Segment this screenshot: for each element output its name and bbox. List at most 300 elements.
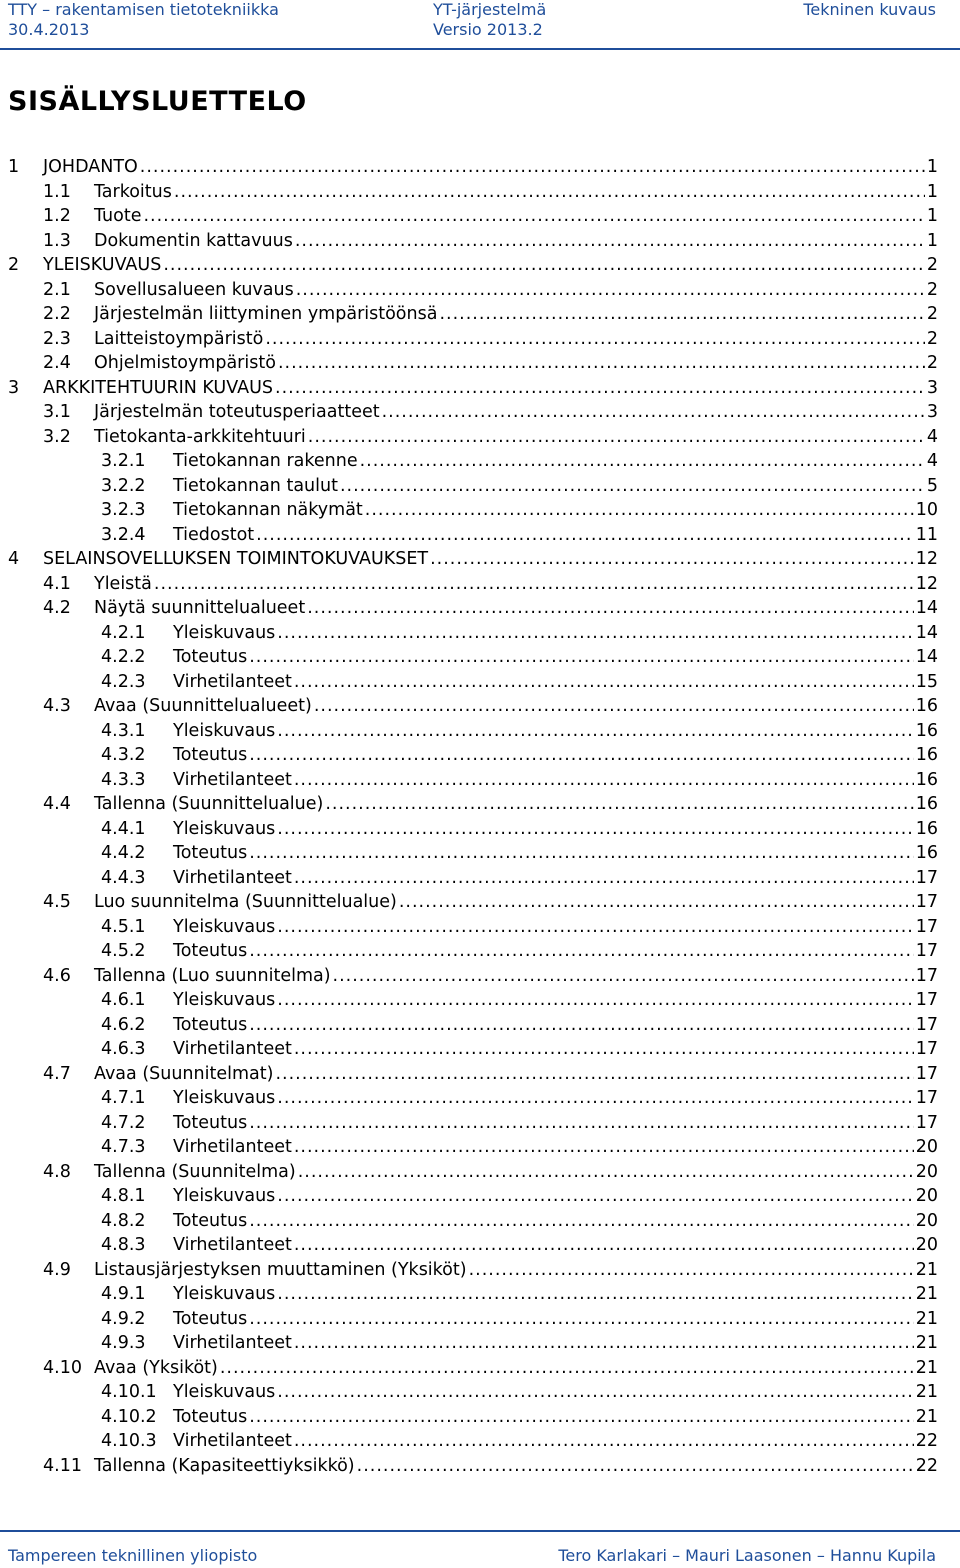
toc-entry-title: Toteutus: [173, 843, 248, 863]
toc-entry-page: 17: [915, 990, 938, 1010]
toc-entry-line: [101, 719, 938, 744]
toc-entry[interactable]: [0, 719, 960, 744]
toc-dot-leader: [249, 841, 914, 866]
toc-dot-leader: [220, 1356, 914, 1381]
toc-entry-page: 1: [926, 206, 938, 226]
toc-entry-line: [8, 547, 938, 572]
toc-entry[interactable]: [0, 1184, 960, 1209]
toc-entry-page: 21: [915, 1333, 938, 1353]
toc-entry-title: Tietokannan näkymät: [173, 500, 363, 520]
toc-entry-number: 4.6.1: [101, 990, 146, 1010]
toc-entry[interactable]: [0, 1258, 960, 1283]
toc-entry-line: [101, 449, 938, 474]
toc-entry-number: 3.2: [43, 426, 71, 447]
toc-entry-line: [43, 1160, 938, 1185]
toc-entry-line: [101, 1209, 938, 1234]
toc-dot-leader: [277, 915, 913, 940]
toc-entry-page: 21: [915, 1284, 938, 1304]
toc-entry-page: 17: [915, 941, 938, 961]
toc-entry[interactable]: [0, 743, 960, 768]
footer-rule: [0, 1530, 960, 1532]
toc-entry-page: 1: [926, 157, 938, 177]
footer-authors: Tero Karlakari – Mauri Laasonen – Hannu Kupila: [558, 1546, 936, 1565]
toc-entry-page: 2: [926, 255, 938, 275]
toc-dot-leader: [277, 1086, 913, 1111]
toc-entry-page: 1: [926, 230, 938, 251]
toc-entry[interactable]: [0, 155, 960, 180]
toc-entry[interactable]: [0, 253, 960, 278]
toc-entry-number: 4.6.2: [101, 1014, 146, 1035]
toc-entry-title: Toteutus: [173, 745, 248, 765]
toc-dot-leader: [277, 817, 913, 842]
toc-dot-leader: [439, 302, 924, 327]
toc-entry-page: 20: [915, 1186, 938, 1206]
toc-entry[interactable]: [0, 1086, 960, 1111]
toc-entry[interactable]: [0, 621, 960, 646]
toc-entry-number: 2.4: [43, 353, 71, 373]
toc-entry-page: 17: [915, 1014, 938, 1035]
toc-entry-line: [101, 523, 938, 548]
toc-entry-line: [43, 425, 938, 450]
toc-entry-page: 16: [915, 843, 938, 863]
toc-entry[interactable]: [0, 376, 960, 401]
toc-entry-page: 2: [926, 304, 938, 324]
toc-entry-number: 4.8: [43, 1161, 71, 1182]
toc-entry-title: SELAINSOVELLUKSEN TOIMINTOKUVAUKSET: [43, 549, 429, 569]
toc-entry-title: Virhetilanteet: [173, 867, 292, 888]
toc-entry[interactable]: [0, 498, 960, 523]
toc-entry[interactable]: [0, 890, 960, 915]
toc-entry-page: 21: [915, 1382, 938, 1402]
toc-entry-line: [43, 1454, 938, 1479]
toc-entry[interactable]: [0, 302, 960, 327]
toc-entry-title: Luo suunnitelma (Suunnittelualue): [94, 892, 397, 912]
toc-entry-number: 3.2.4: [101, 524, 146, 545]
toc-entry-number: 2: [8, 255, 20, 275]
toc-entry-number: 1.2: [43, 206, 71, 226]
toc-entry-line: [101, 645, 938, 670]
toc-entry-line: [101, 988, 938, 1013]
toc-dot-leader: [140, 155, 925, 180]
header-version: Versio 2013.2: [433, 20, 543, 39]
toc-entry-number: 4.8.2: [101, 1210, 146, 1231]
toc-entry-title: Näytä suunnittelualueet: [94, 598, 306, 618]
toc-entry-number: 4.5: [43, 892, 71, 912]
toc-dot-leader: [294, 670, 914, 695]
toc-dot-leader: [325, 792, 913, 817]
toc-entry-page: 21: [915, 1357, 938, 1378]
toc-entry-number: 3.2.1: [101, 451, 146, 471]
toc-title: SISÄLLYSLUETTELO: [8, 86, 307, 117]
toc-entry-page: 22: [915, 1431, 938, 1451]
toc-entry-number: 4.11: [43, 1455, 82, 1476]
toc-entry-line: [101, 1282, 938, 1307]
toc-entry-number: 4.7: [43, 1063, 71, 1084]
toc-entry-number: 4.7.2: [101, 1112, 146, 1133]
toc-entry-line: [43, 351, 938, 376]
toc-entry-page: 4: [926, 451, 938, 471]
toc-entry-number: 3: [8, 377, 20, 398]
toc-entry[interactable]: [0, 351, 960, 376]
toc-entry-title: Toteutus: [173, 1308, 248, 1329]
toc-entry-line: [43, 400, 938, 425]
toc-entry[interactable]: [0, 1282, 960, 1307]
toc-entry-line: [101, 1233, 938, 1258]
toc-entry-page: 21: [915, 1308, 938, 1329]
toc-entry-title: Yleiskuvaus: [173, 622, 276, 643]
toc-entry-title: Laitteistoympäristö: [94, 328, 264, 349]
toc-dot-leader: [249, 1307, 914, 1332]
toc-entry-number: 4.9.3: [101, 1333, 146, 1353]
toc-entry[interactable]: [0, 547, 960, 572]
toc-entry-line: [101, 1135, 938, 1160]
toc-entry-title: Tuote: [94, 206, 142, 226]
toc-entry-number: 4.7.1: [101, 1088, 146, 1108]
toc-entry-number: 4.3.1: [101, 720, 146, 741]
toc-dot-leader: [278, 351, 925, 376]
toc-entry-page: 4: [926, 426, 938, 447]
toc-dot-leader: [277, 1184, 913, 1209]
toc-dot-leader: [265, 327, 925, 352]
toc-entry-page: 2: [926, 353, 938, 373]
toc-entry-number: 1.1: [43, 181, 71, 202]
toc-entry[interactable]: [0, 866, 960, 891]
toc-entry[interactable]: [0, 988, 960, 1013]
toc-entry[interactable]: [0, 180, 960, 205]
toc-entry[interactable]: [0, 792, 960, 817]
toc-entry-line: [43, 964, 938, 989]
toc-entry-number: 4.8.1: [101, 1186, 146, 1206]
toc-entry-line: [43, 229, 938, 254]
toc-entry-page: 3: [926, 402, 938, 422]
toc-entry-line: [43, 792, 938, 817]
toc-entry-page: 12: [915, 573, 938, 594]
toc-entry-line: [101, 768, 938, 793]
toc-entry[interactable]: [0, 596, 960, 621]
header-rule: [0, 48, 960, 50]
toc-dot-leader: [399, 890, 914, 915]
toc-dot-leader: [174, 180, 925, 205]
toc-entry-page: 16: [915, 696, 938, 716]
toc-dot-leader: [357, 1454, 914, 1479]
header-system: YT-järjestelmä: [433, 0, 547, 19]
toc-dot-leader: [294, 768, 914, 793]
toc-entry[interactable]: [0, 1380, 960, 1405]
toc-entry-title: Sovellusalueen kuvaus: [94, 279, 294, 300]
toc-entry-number: 2.1: [43, 279, 71, 300]
toc-entry-line: [43, 204, 938, 229]
toc-entry-title: Virhetilanteet: [173, 671, 292, 692]
toc-entry[interactable]: [0, 1429, 960, 1454]
toc-entry-number: 4.10.1: [101, 1382, 157, 1402]
toc-dot-leader: [365, 498, 914, 523]
toc-entry[interactable]: [0, 768, 960, 793]
toc-entry-number: 4.10: [43, 1357, 82, 1378]
toc-entry-number: 4.3: [43, 696, 71, 716]
toc-dot-leader: [143, 204, 924, 229]
toc-entry-number: 4.3.2: [101, 745, 146, 765]
toc-entry-page: 17: [915, 892, 938, 912]
toc-entry-page: 22: [915, 1455, 938, 1476]
toc-entry[interactable]: [0, 474, 960, 499]
toc-entry[interactable]: [0, 1037, 960, 1062]
toc-entry-title: Tallenna (Suunnittelualue): [94, 794, 324, 814]
toc-entry-page: 16: [915, 794, 938, 814]
toc-entry-title: Tarkoitus: [94, 181, 172, 202]
toc-entry-title: Virhetilanteet: [173, 769, 292, 790]
toc-entry-title: Virhetilanteet: [173, 1333, 292, 1353]
toc-entry[interactable]: [0, 964, 960, 989]
toc-dot-leader: [307, 596, 914, 621]
toc-dot-leader: [294, 866, 914, 891]
toc-entry-page: 2: [926, 328, 938, 349]
toc-dot-leader: [275, 1062, 913, 1087]
toc-entry-line: [101, 841, 938, 866]
toc-entry-line: [101, 1184, 938, 1209]
toc-dot-leader: [256, 523, 914, 548]
toc-entry-number: 4.4: [43, 794, 71, 814]
toc-entry[interactable]: [0, 1405, 960, 1430]
toc-entry[interactable]: [0, 1135, 960, 1160]
toc-entry-line: [101, 915, 938, 940]
toc-entry-page: 15: [915, 671, 938, 692]
toc-dot-leader: [249, 939, 914, 964]
toc-entry-line: [8, 376, 938, 401]
toc-entry-line: [101, 621, 938, 646]
toc-dot-leader: [154, 572, 914, 597]
toc-entry[interactable]: [0, 1013, 960, 1038]
toc-entry-title: Toteutus: [173, 647, 248, 667]
toc-entry-title: Tiedostot: [173, 524, 255, 545]
toc-entry-page: 16: [915, 818, 938, 839]
toc-dot-leader: [275, 376, 925, 401]
toc-dot-leader: [249, 1209, 914, 1234]
toc-entry-title: Toteutus: [173, 941, 248, 961]
toc-entry-number: 2.3: [43, 328, 71, 349]
toc-entry[interactable]: [0, 278, 960, 303]
toc-dot-leader: [163, 253, 925, 278]
toc-entry-line: [101, 670, 938, 695]
toc-entry-line: [43, 302, 938, 327]
toc-entry-line: [43, 180, 938, 205]
header-course: TTY – rakentamisen tietotekniikka: [8, 0, 279, 19]
toc-entry-number: 4.10.2: [101, 1406, 157, 1427]
toc-entry-line: [101, 939, 938, 964]
toc-entry[interactable]: [0, 1307, 960, 1332]
toc-entry-title: Yleiskuvaus: [173, 1284, 276, 1304]
toc-entry-line: [43, 1062, 938, 1087]
toc-entry-number: 4.9.2: [101, 1308, 146, 1329]
toc-entry-number: 4.5.2: [101, 941, 146, 961]
toc-entry-title: Yleiskuvaus: [173, 1186, 276, 1206]
toc-entry-number: 4.10.3: [101, 1431, 157, 1451]
toc-dot-leader: [277, 1380, 913, 1405]
toc-entry[interactable]: [0, 425, 960, 450]
toc-entry-number: 4.4.3: [101, 867, 146, 888]
toc-entry-line: [43, 890, 938, 915]
toc-entry[interactable]: [0, 817, 960, 842]
toc-entry-number: 4.6.3: [101, 1039, 146, 1059]
toc-entry-page: 21: [915, 1406, 938, 1427]
toc-entry-page: 20: [915, 1235, 938, 1255]
toc-entry-line: [101, 1405, 938, 1430]
toc-entry-number: 3.2.3: [101, 500, 146, 520]
toc-entry-page: 11: [915, 524, 938, 545]
toc-dot-leader: [249, 1405, 914, 1430]
toc-entry[interactable]: [0, 670, 960, 695]
toc-dot-leader: [430, 547, 914, 572]
toc-entry-title: Tietokannan rakenne: [173, 451, 358, 471]
toc-dot-leader: [340, 474, 925, 499]
toc-entry-title: Ohjelmistoympäristö: [94, 353, 276, 373]
toc-dot-leader: [249, 743, 914, 768]
toc-dot-leader: [294, 1429, 914, 1454]
toc-entry[interactable]: [0, 327, 960, 352]
toc-entry-line: [101, 1307, 938, 1332]
toc-entry-title: Yleistä: [94, 573, 152, 594]
toc-entry-number: 1: [8, 157, 20, 177]
toc-entry-title: Tietokanta-arkkitehtuuri: [94, 426, 306, 447]
toc-entry-line: [101, 1086, 938, 1111]
toc-entry-page: 16: [915, 769, 938, 790]
toc-entry-title: Virhetilanteet: [173, 1137, 292, 1157]
toc-dot-leader: [277, 719, 913, 744]
toc-entry-page: 17: [915, 1112, 938, 1133]
toc-entry-number: 4.1: [43, 573, 71, 594]
toc-entry-title: Yleiskuvaus: [173, 720, 276, 741]
toc-entry-title: Yleiskuvaus: [173, 990, 276, 1010]
toc-dot-leader: [382, 400, 925, 425]
toc-entry-line: [101, 1429, 938, 1454]
toc-entry-number: 1.3: [43, 230, 71, 251]
toc-entry[interactable]: [0, 1331, 960, 1356]
table-of-contents: [0, 155, 960, 1478]
toc-entry[interactable]: [0, 1454, 960, 1479]
toc-entry-line: [101, 1013, 938, 1038]
toc-entry-title: Toteutus: [173, 1014, 248, 1035]
toc-dot-leader: [277, 988, 913, 1013]
toc-dot-leader: [249, 645, 914, 670]
toc-entry-number: 4.2.2: [101, 647, 146, 667]
toc-dot-leader: [333, 964, 914, 989]
toc-entry[interactable]: [0, 523, 960, 548]
toc-entry[interactable]: [0, 1160, 960, 1185]
toc-entry-title: Listausjärjestyksen muuttaminen (Yksiköt): [94, 1259, 467, 1280]
toc-entry-number: 4.3.3: [101, 769, 146, 790]
toc-entry-line: [8, 253, 938, 278]
toc-dot-leader: [294, 1135, 914, 1160]
toc-entry-page: 3: [926, 377, 938, 398]
toc-entry-line: [101, 743, 938, 768]
header-doc-type: Tekninen kuvaus: [803, 0, 936, 19]
toc-entry[interactable]: [0, 1209, 960, 1234]
toc-entry-line: [101, 1380, 938, 1405]
toc-entry[interactable]: [0, 939, 960, 964]
toc-entry[interactable]: [0, 694, 960, 719]
toc-entry-page: 10: [915, 500, 938, 520]
toc-dot-leader: [249, 1013, 914, 1038]
toc-entry-line: [43, 694, 938, 719]
toc-dot-leader: [249, 1111, 914, 1136]
toc-entry[interactable]: [0, 572, 960, 597]
toc-dot-leader: [296, 278, 925, 303]
toc-entry[interactable]: [0, 229, 960, 254]
toc-entry-line: [43, 278, 938, 303]
toc-entry-page: 17: [915, 867, 938, 888]
toc-entry[interactable]: [0, 1111, 960, 1136]
toc-entry-page: 2: [926, 279, 938, 300]
toc-entry[interactable]: [0, 449, 960, 474]
toc-entry-number: 4.4.2: [101, 843, 146, 863]
toc-entry-title: Järjestelmän toteutusperiaatteet: [94, 402, 380, 422]
toc-entry-title: ARKKITEHTUURIN KUVAUS: [43, 377, 273, 398]
toc-entry-number: 4.2: [43, 598, 71, 618]
toc-entry-number: 4.7.3: [101, 1137, 146, 1157]
toc-dot-leader: [308, 425, 925, 450]
toc-entry[interactable]: [0, 1356, 960, 1381]
toc-dot-leader: [294, 1331, 914, 1356]
toc-dot-leader: [360, 449, 925, 474]
toc-entry-page: 16: [915, 745, 938, 765]
toc-entry-number: 4.2.1: [101, 622, 146, 643]
toc-entry-page: 16: [915, 720, 938, 741]
toc-entry-line: [43, 1258, 938, 1283]
toc-entry-title: Toteutus: [173, 1210, 248, 1231]
toc-entry[interactable]: [0, 1233, 960, 1258]
toc-dot-leader: [314, 694, 914, 719]
toc-entry-title: Tallenna (Kapasiteettiyksikkö): [94, 1455, 355, 1476]
toc-entry-page: 17: [915, 1063, 938, 1084]
toc-entry-title: YLEISKUVAUS: [43, 255, 162, 275]
toc-entry-number: 4.9.1: [101, 1284, 146, 1304]
toc-entry-title: Avaa (Suunnitelmat): [94, 1063, 274, 1084]
toc-entry-page: 17: [915, 916, 938, 937]
toc-entry-title: Virhetilanteet: [173, 1431, 292, 1451]
toc-entry[interactable]: [0, 915, 960, 940]
toc-entry-page: 14: [915, 647, 938, 667]
toc-entry-line: [101, 498, 938, 523]
toc-entry-title: Tallenna (Suunnitelma): [94, 1161, 296, 1182]
toc-entry-title: Toteutus: [173, 1406, 248, 1427]
toc-entry-page: 17: [915, 965, 938, 986]
toc-entry-page: 14: [915, 598, 938, 618]
toc-entry-line: [101, 866, 938, 891]
toc-entry-title: Tallenna (Luo suunnitelma): [94, 965, 331, 986]
toc-entry[interactable]: [0, 645, 960, 670]
toc-entry-line: [8, 155, 938, 180]
toc-entry[interactable]: [0, 841, 960, 866]
toc-entry-line: [43, 596, 938, 621]
toc-entry-page: 20: [915, 1137, 938, 1157]
toc-entry-number: 4.8.3: [101, 1235, 146, 1255]
footer-university: Tampereen teknillinen yliopisto: [8, 1546, 258, 1565]
toc-entry-line: [43, 327, 938, 352]
toc-entry[interactable]: [0, 204, 960, 229]
toc-entry-title: Avaa (Suunnittelualueet): [94, 696, 312, 716]
toc-entry[interactable]: [0, 400, 960, 425]
toc-entry-title: Virhetilanteet: [173, 1039, 292, 1059]
toc-entry-page: 1: [926, 181, 938, 202]
toc-dot-leader: [469, 1258, 914, 1283]
toc-entry[interactable]: [0, 1062, 960, 1087]
toc-entry-page: 21: [915, 1259, 938, 1280]
toc-entry-title: Yleiskuvaus: [173, 818, 276, 839]
toc-entry-number: 4.4.1: [101, 818, 146, 839]
toc-entry-number: 4.9: [43, 1259, 71, 1280]
toc-entry-number: 3.1: [43, 402, 71, 422]
toc-entry-page: 5: [926, 475, 938, 496]
toc-entry-page: 14: [915, 622, 938, 643]
